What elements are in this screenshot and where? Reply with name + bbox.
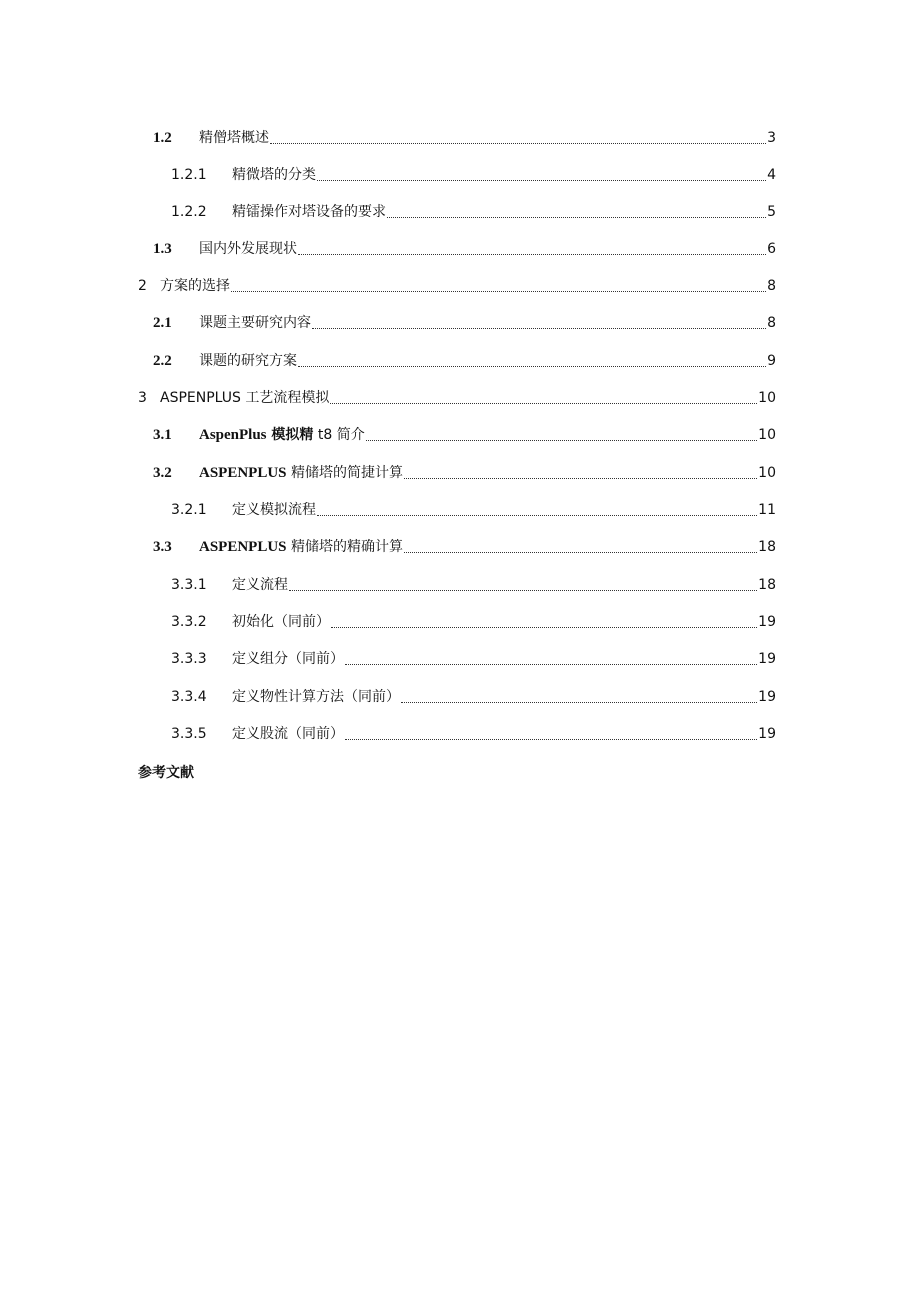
toc-entry-number: 3.1 — [153, 427, 172, 443]
toc-entry-title: 定义流程 — [232, 577, 288, 593]
toc-entry-number: 2.1 — [153, 315, 172, 331]
toc-entry-title-bold: ASPENPLUS — [199, 465, 287, 481]
toc-entry-page: 10 — [758, 390, 776, 406]
toc-entry[interactable] — [171, 686, 776, 708]
toc-entry-number: 1.2 — [153, 130, 172, 146]
toc-entry-title-rest: 精储塔的简捷计算 — [286, 465, 403, 481]
toc-entry-title — [199, 424, 365, 446]
toc-entry-page: 6 — [767, 241, 776, 257]
toc-entry-number: 3.3.1 — [171, 577, 207, 593]
toc-entry-title-rest: 精储塔的精确计算 — [286, 539, 403, 555]
toc-entry-title: 课题的研究方案 — [199, 353, 297, 369]
toc-entry-title — [199, 536, 403, 558]
toc-entry-page: 3 — [767, 130, 776, 146]
dot-leader — [270, 143, 766, 144]
dot-leader — [231, 291, 766, 292]
toc-entry-title-rest: t8 简介 — [313, 427, 365, 443]
toc-entry-number: 3.3.2 — [171, 614, 207, 630]
toc-entry-number: 3.3 — [153, 539, 172, 555]
dot-leader — [387, 217, 766, 218]
dot-leader — [345, 664, 757, 665]
toc-entry-title: 精微塔的分类 — [232, 167, 316, 183]
dot-leader — [298, 254, 766, 255]
toc-entry-page: 18 — [758, 577, 776, 593]
dot-leader — [404, 478, 757, 479]
toc-entry-number: 3.3.3 — [171, 651, 207, 667]
toc-entry-page: 9 — [767, 353, 776, 369]
toc-entry[interactable] — [153, 238, 776, 260]
toc-entry-title: ASPENPLUS 工艺流程模拟 — [160, 390, 330, 406]
toc-entry[interactable] — [153, 127, 776, 149]
toc-entry[interactable] — [138, 275, 776, 297]
toc-entry[interactable] — [153, 462, 776, 484]
toc-entry-title: 方案的选择 — [160, 278, 230, 294]
toc-entry-number: 1.3 — [153, 241, 172, 257]
toc-entry-page: 4 — [767, 167, 776, 183]
toc-entry[interactable] — [171, 648, 776, 670]
toc-entry[interactable] — [171, 164, 776, 186]
dot-leader — [345, 739, 757, 740]
dot-leader — [317, 515, 757, 516]
toc-entry-number: 2 — [138, 278, 147, 294]
toc-entry-title: 定义组分（同前） — [232, 651, 344, 667]
references-heading[interactable]: 参考文献 — [138, 765, 194, 781]
toc-entry-number: 3.2.1 — [171, 502, 207, 518]
toc-entry-title-bold: AspenPlus — [199, 427, 267, 443]
toc-entry-title-bold: ASPENPLUS — [199, 539, 287, 555]
toc-entry-title: 定义物性计算方法（同前） — [232, 689, 400, 705]
toc-entry-number: 3.3.4 — [171, 689, 207, 705]
toc-entry-page: 8 — [767, 315, 776, 331]
toc-entry-page: 19 — [758, 614, 776, 630]
toc-entry-title: 定义模拟流程 — [232, 502, 316, 518]
toc-entry[interactable] — [153, 350, 776, 372]
toc-entry-title: 定义股流（同前） — [232, 726, 344, 742]
toc-entry-number: 3.3.5 — [171, 726, 207, 742]
toc-entry-title — [199, 462, 403, 484]
dot-leader — [401, 702, 757, 703]
toc-entry[interactable] — [153, 312, 776, 334]
toc-entry-title: 精僧塔概述 — [199, 130, 269, 146]
toc-entry-title: 课题主要研究内容 — [199, 315, 311, 331]
dot-leader — [298, 366, 766, 367]
toc-entry-page: 11 — [758, 502, 776, 518]
toc-entry[interactable] — [153, 424, 776, 446]
toc-entry[interactable] — [171, 574, 776, 596]
dot-leader — [317, 180, 766, 181]
toc-entry-page: 5 — [767, 204, 776, 220]
toc-entry-page: 18 — [758, 539, 776, 555]
toc-entry-number: 1.2.2 — [171, 204, 207, 220]
toc-entry[interactable] — [153, 536, 776, 558]
toc-entry-title: 初始化（同前） — [232, 614, 330, 630]
toc-entry[interactable] — [171, 611, 776, 633]
toc-entry-number: 3 — [138, 390, 147, 406]
toc-entry[interactable] — [138, 387, 776, 409]
dot-leader — [289, 590, 757, 591]
toc-entry-number: 3.2 — [153, 465, 172, 481]
toc-entry[interactable] — [171, 499, 776, 521]
dot-leader — [312, 328, 766, 329]
toc-entry-title-bold-cjk: 模拟精 — [266, 427, 314, 443]
toc-entry-number: 2.2 — [153, 353, 172, 369]
toc-entry-title: 精镭操作对塔设备的要求 — [232, 204, 386, 220]
toc-entry-page: 19 — [758, 726, 776, 742]
toc-entry[interactable] — [171, 723, 776, 745]
dot-leader — [366, 440, 757, 441]
toc-entry[interactable] — [171, 201, 776, 223]
toc-entry-page: 10 — [758, 427, 776, 443]
toc-entry-page: 8 — [767, 278, 776, 294]
dot-leader — [404, 552, 757, 553]
dot-leader — [330, 403, 757, 404]
toc-entry-title: 国内外发展现状 — [199, 241, 297, 257]
dot-leader — [331, 627, 757, 628]
toc-entry-page: 10 — [758, 465, 776, 481]
toc-entry-page: 19 — [758, 689, 776, 705]
toc-entry-page: 19 — [758, 651, 776, 667]
toc-entry-number: 1.2.1 — [171, 167, 207, 183]
